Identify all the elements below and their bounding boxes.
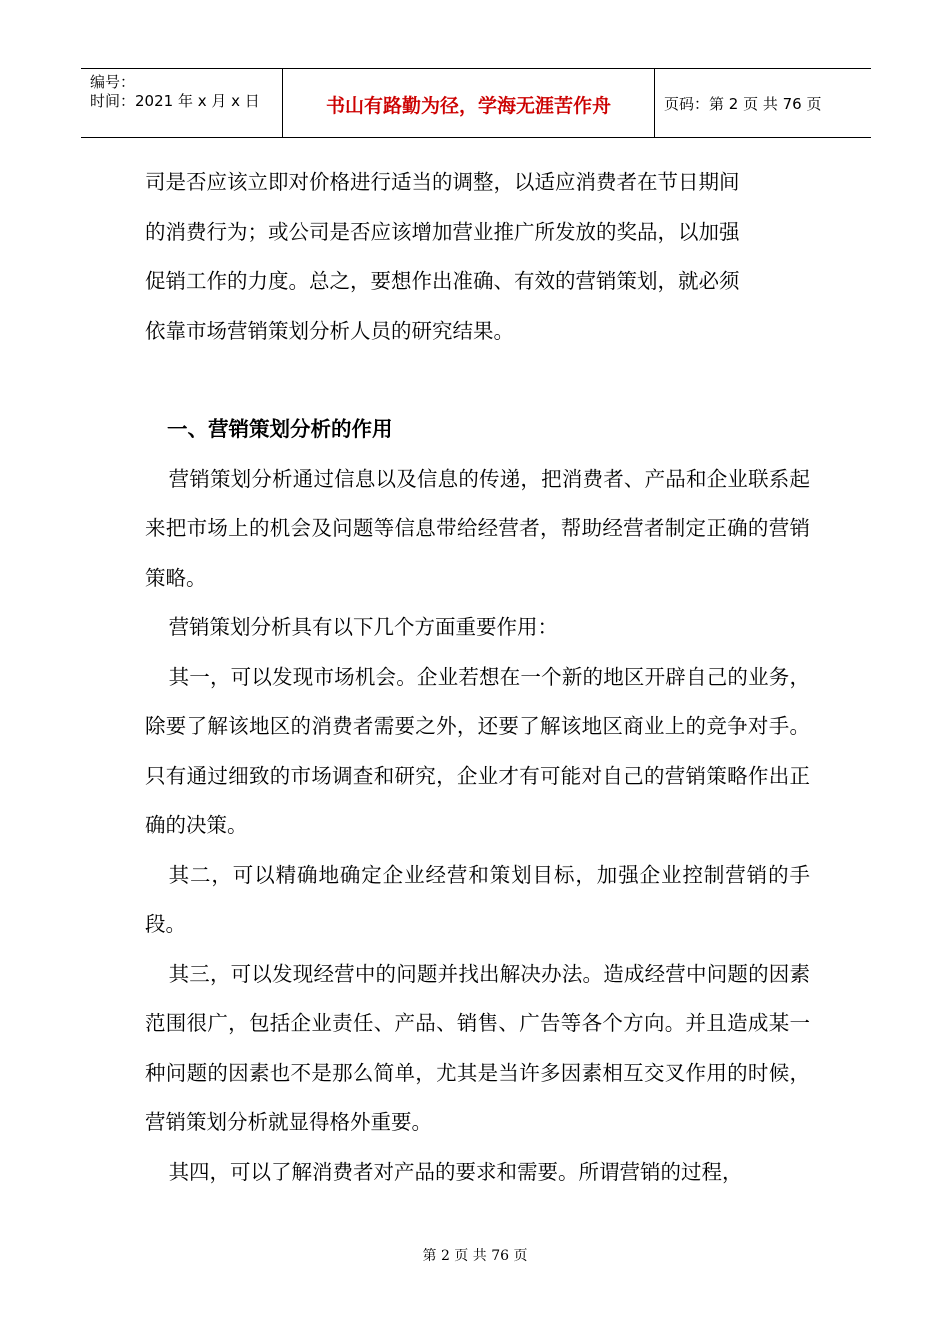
paragraph: 其二，可以精确地确定企业经营和策划目标，加强企业控制营销的手段。 <box>145 862 810 936</box>
header-motto: 书山有路勤为径，学海无涯苦作舟 <box>283 69 655 137</box>
document-body <box>145 158 810 1197</box>
section-spacer <box>145 356 810 405</box>
header-meta <box>81 69 283 137</box>
paragraph: 营销策划分析通过信息以及信息的传递，把消费者、产品和企业联系起来把市场上的机会及问题等信息带给经营者，帮助经营者制定正确的营销策略。 <box>145 466 810 590</box>
header-number-label: 编号： <box>90 73 136 91</box>
page-header <box>81 68 871 138</box>
page-footer: 第 2 页 共 76 页 <box>422 1248 528 1264</box>
header-page-info: 页码：第 2 页 共 76 页 <box>664 94 822 113</box>
paragraph: 其三，可以发现经营中的问题并找出解决办法。造成经营中问题的因素范围很广，包括企业责任、产品、销售、广告等各个方向。并且造成某一种问题的因素也不是那么简单，尤其是当许多因素相互交叉作用的时候，营销策划分析就显得格外重要。 <box>145 961 810 1134</box>
paragraph-line: 司是否应该立即对价格进行适当的调整，以适应消费者在节日期间 <box>145 170 740 194</box>
paragraph: 其四，可以了解消费者对产品的要求和需要。所谓营销的过程， <box>168 1159 743 1184</box>
paragraph-line: 依靠市场营销策划分析人员的研究结果。 <box>145 318 514 343</box>
paragraph: 其一，可以发现市场机会。企业若想在一个新的地区开辟自己的业务，除要了解该地区的消费者需要之外，还要了解该地区商业上的竞争对手。只有通过细致的市场调查和研究，企业才有可能对自己的营销策略作出正确的决策。 <box>145 664 810 837</box>
paragraph-line: 促销工作的力度。总之，要想作出准确、有效的营销策划，就必须 <box>145 269 740 293</box>
section-heading: 一、营销策划分析的作用 <box>167 417 393 441</box>
header-date-label: 时间：2021 年 x 月 x 日 <box>90 92 260 110</box>
paragraph-line: 的消费行为；或公司是否应该增加营业推广所发放的奖品，以加强 <box>145 219 740 244</box>
paragraph: 营销策划分析具有以下几个方面重要作用： <box>168 615 559 639</box>
